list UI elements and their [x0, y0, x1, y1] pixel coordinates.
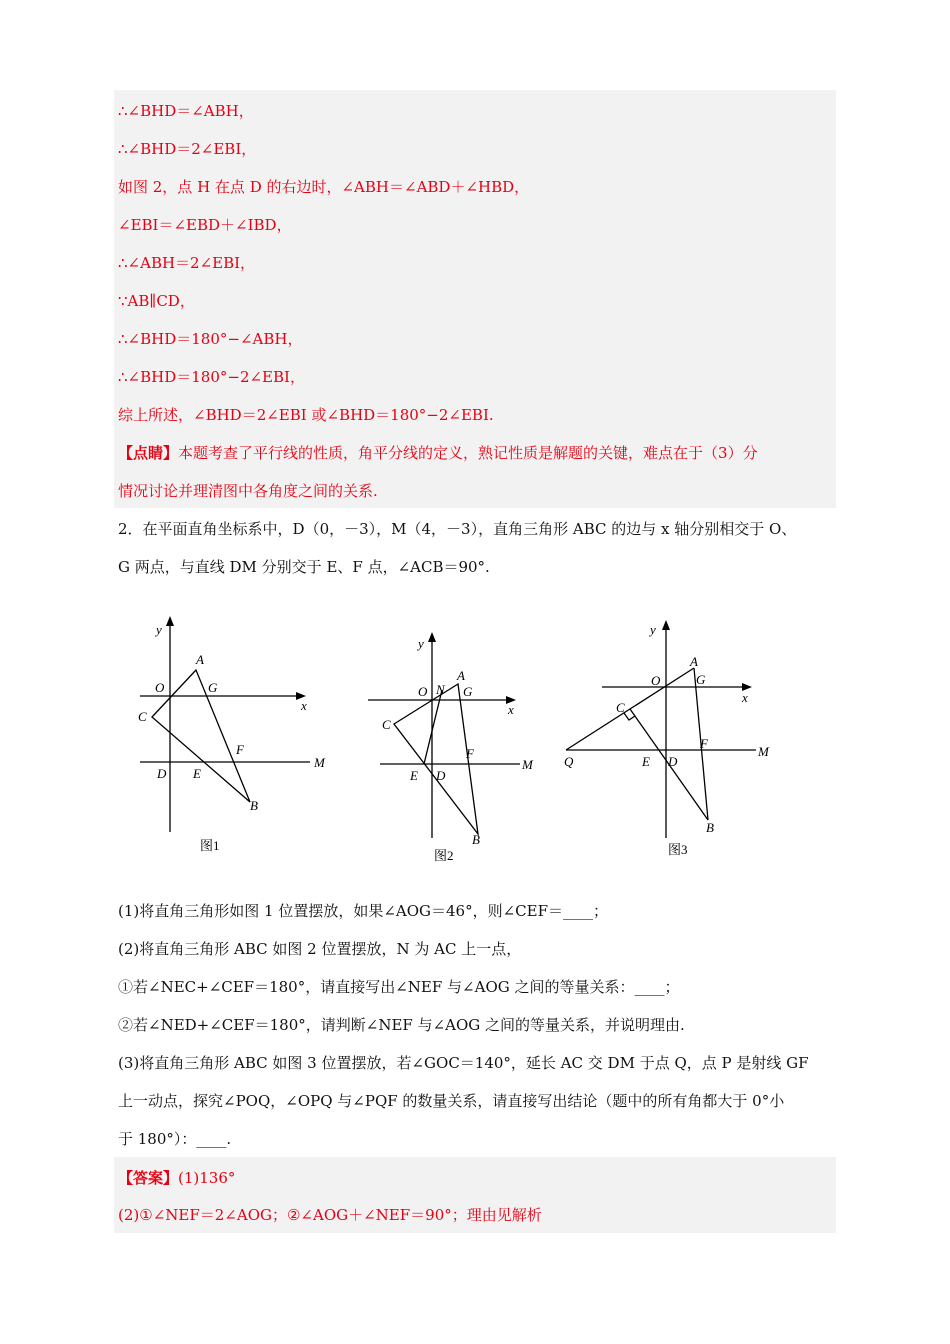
label-c: C [138, 709, 147, 724]
solution-line: ∴∠ABH＝2∠EBI， [118, 254, 256, 272]
label-m: M [522, 757, 533, 772]
segment-ne [424, 690, 442, 764]
label-o: O [418, 684, 428, 699]
answer-line [118, 1168, 235, 1188]
label-e: E [410, 768, 418, 783]
label-m: M [314, 755, 325, 770]
label-o: O [651, 673, 661, 688]
solution-line: ∴∠BHD＝180°−2∠EBI， [118, 368, 305, 386]
label-f: F [700, 736, 708, 751]
question-line: 上一动点，探究∠POQ，∠OPQ 与∠PQF 的数量关系，请直接写出结论（题中的所有角都大于 0°小 [118, 1092, 785, 1110]
label-d: D [157, 766, 167, 781]
label-o: O [155, 680, 165, 695]
y-arrow [166, 616, 174, 626]
label-g: G [463, 684, 473, 699]
solution-line: ∴∠BHD＝∠ABH， [118, 102, 254, 120]
label-x: x [742, 690, 748, 705]
solution-line: ∴∠BHD＝2∠EBI， [118, 140, 257, 158]
label-d: D [436, 768, 446, 783]
label-b: B [472, 832, 480, 847]
label-a: A [690, 654, 698, 669]
question-line: ②若∠NED+∠CEF＝180°，请判断∠NEF 与∠AOG 之间的等量关系，并说明理由. [118, 1016, 685, 1034]
label-b: B [250, 798, 258, 813]
solution-line: ∴∠BHD＝180°−∠ABH， [118, 330, 303, 348]
figure-caption: 图2 [434, 848, 454, 863]
label-b: B [706, 820, 714, 835]
label-c: C [616, 700, 625, 715]
comment-text: 本题考查了平行线的性质，角平分线的定义，熟记性质是解题的关键，难点在于（3）分 [178, 444, 758, 462]
question-line: (2)将直角三角形 ABC 如图 2 位置摆放，N 为 AC 上一点， [118, 940, 522, 958]
label-x: x [301, 698, 307, 713]
label-m: M [758, 744, 769, 759]
figure-2 [360, 628, 550, 864]
question-line: 于 180°）：____. [118, 1130, 232, 1148]
label-f: F [236, 742, 244, 757]
y-arrow [662, 620, 670, 630]
figure-3 [560, 616, 780, 864]
figure-caption: 图1 [200, 838, 220, 853]
comment-line: 情况讨论并理清图中各角度之间的关系. [118, 482, 378, 500]
solution-line: ∠EBI＝∠EBD＋∠IBD， [118, 216, 292, 234]
label-x: x [508, 702, 514, 717]
label-g: G [696, 672, 706, 687]
label-q: Q [564, 754, 574, 769]
label-a: A [196, 652, 204, 667]
question-line: (1)将直角三角形如图 1 位置摆放，如果∠AOG＝46°，则∠CEF＝____； [118, 902, 608, 920]
comment-line [118, 443, 758, 463]
solution-line: 如图 2，点 H 在点 D 的右边时，∠ABH＝∠ABD＋∠HBD， [118, 178, 530, 196]
label-e: E [642, 754, 650, 769]
label-n: N [436, 682, 445, 697]
label-c: C [382, 717, 391, 732]
label-y: y [156, 622, 162, 637]
label-f: F [466, 746, 474, 761]
problem-line: 2．在平面直角坐标系中，D（0，－3），M（4，－3），直角三角形 ABC 的边与 x 轴分别相交于 O、 [118, 520, 797, 538]
solution-line: 综上所述，∠BHD＝2∠EBI 或∠BHD＝180°−2∠EBI. [118, 406, 494, 424]
label-a: A [457, 668, 465, 683]
answer-tag: 【答案】 [118, 1169, 179, 1187]
y-arrow [428, 632, 436, 642]
label-y: y [650, 622, 656, 637]
comment-tag: 【点睛】 [118, 444, 179, 462]
problem-line: G 两点，与直线 DM 分别交于 E、F 点，∠ACB＝90°. [118, 558, 490, 576]
question-line: ①若∠NEC+∠CEF＝180°，请直接写出∠NEF 与∠AOG 之间的等量关系：____； [118, 978, 680, 996]
figure-1 [130, 612, 340, 862]
solution-line: ∵AB∥CD， [118, 292, 195, 310]
figure-caption: 图3 [668, 842, 688, 857]
answer-text: (1)136° [178, 1169, 236, 1187]
label-e: E [193, 766, 201, 781]
question-line: (3)将直角三角形 ABC 如图 3 位置摆放，若∠GOC＝140°，延长 AC 交 DM 于点 Q，点 P 是射线 GF [118, 1054, 809, 1072]
label-y: y [418, 636, 424, 651]
label-d: D [668, 754, 678, 769]
label-g: G [208, 680, 218, 695]
answer-line: (2)①∠NEF＝2∠AOG；②∠AOG＋∠NEF＝90°；理由见解析 [118, 1206, 542, 1224]
triangle-abc [152, 670, 250, 802]
